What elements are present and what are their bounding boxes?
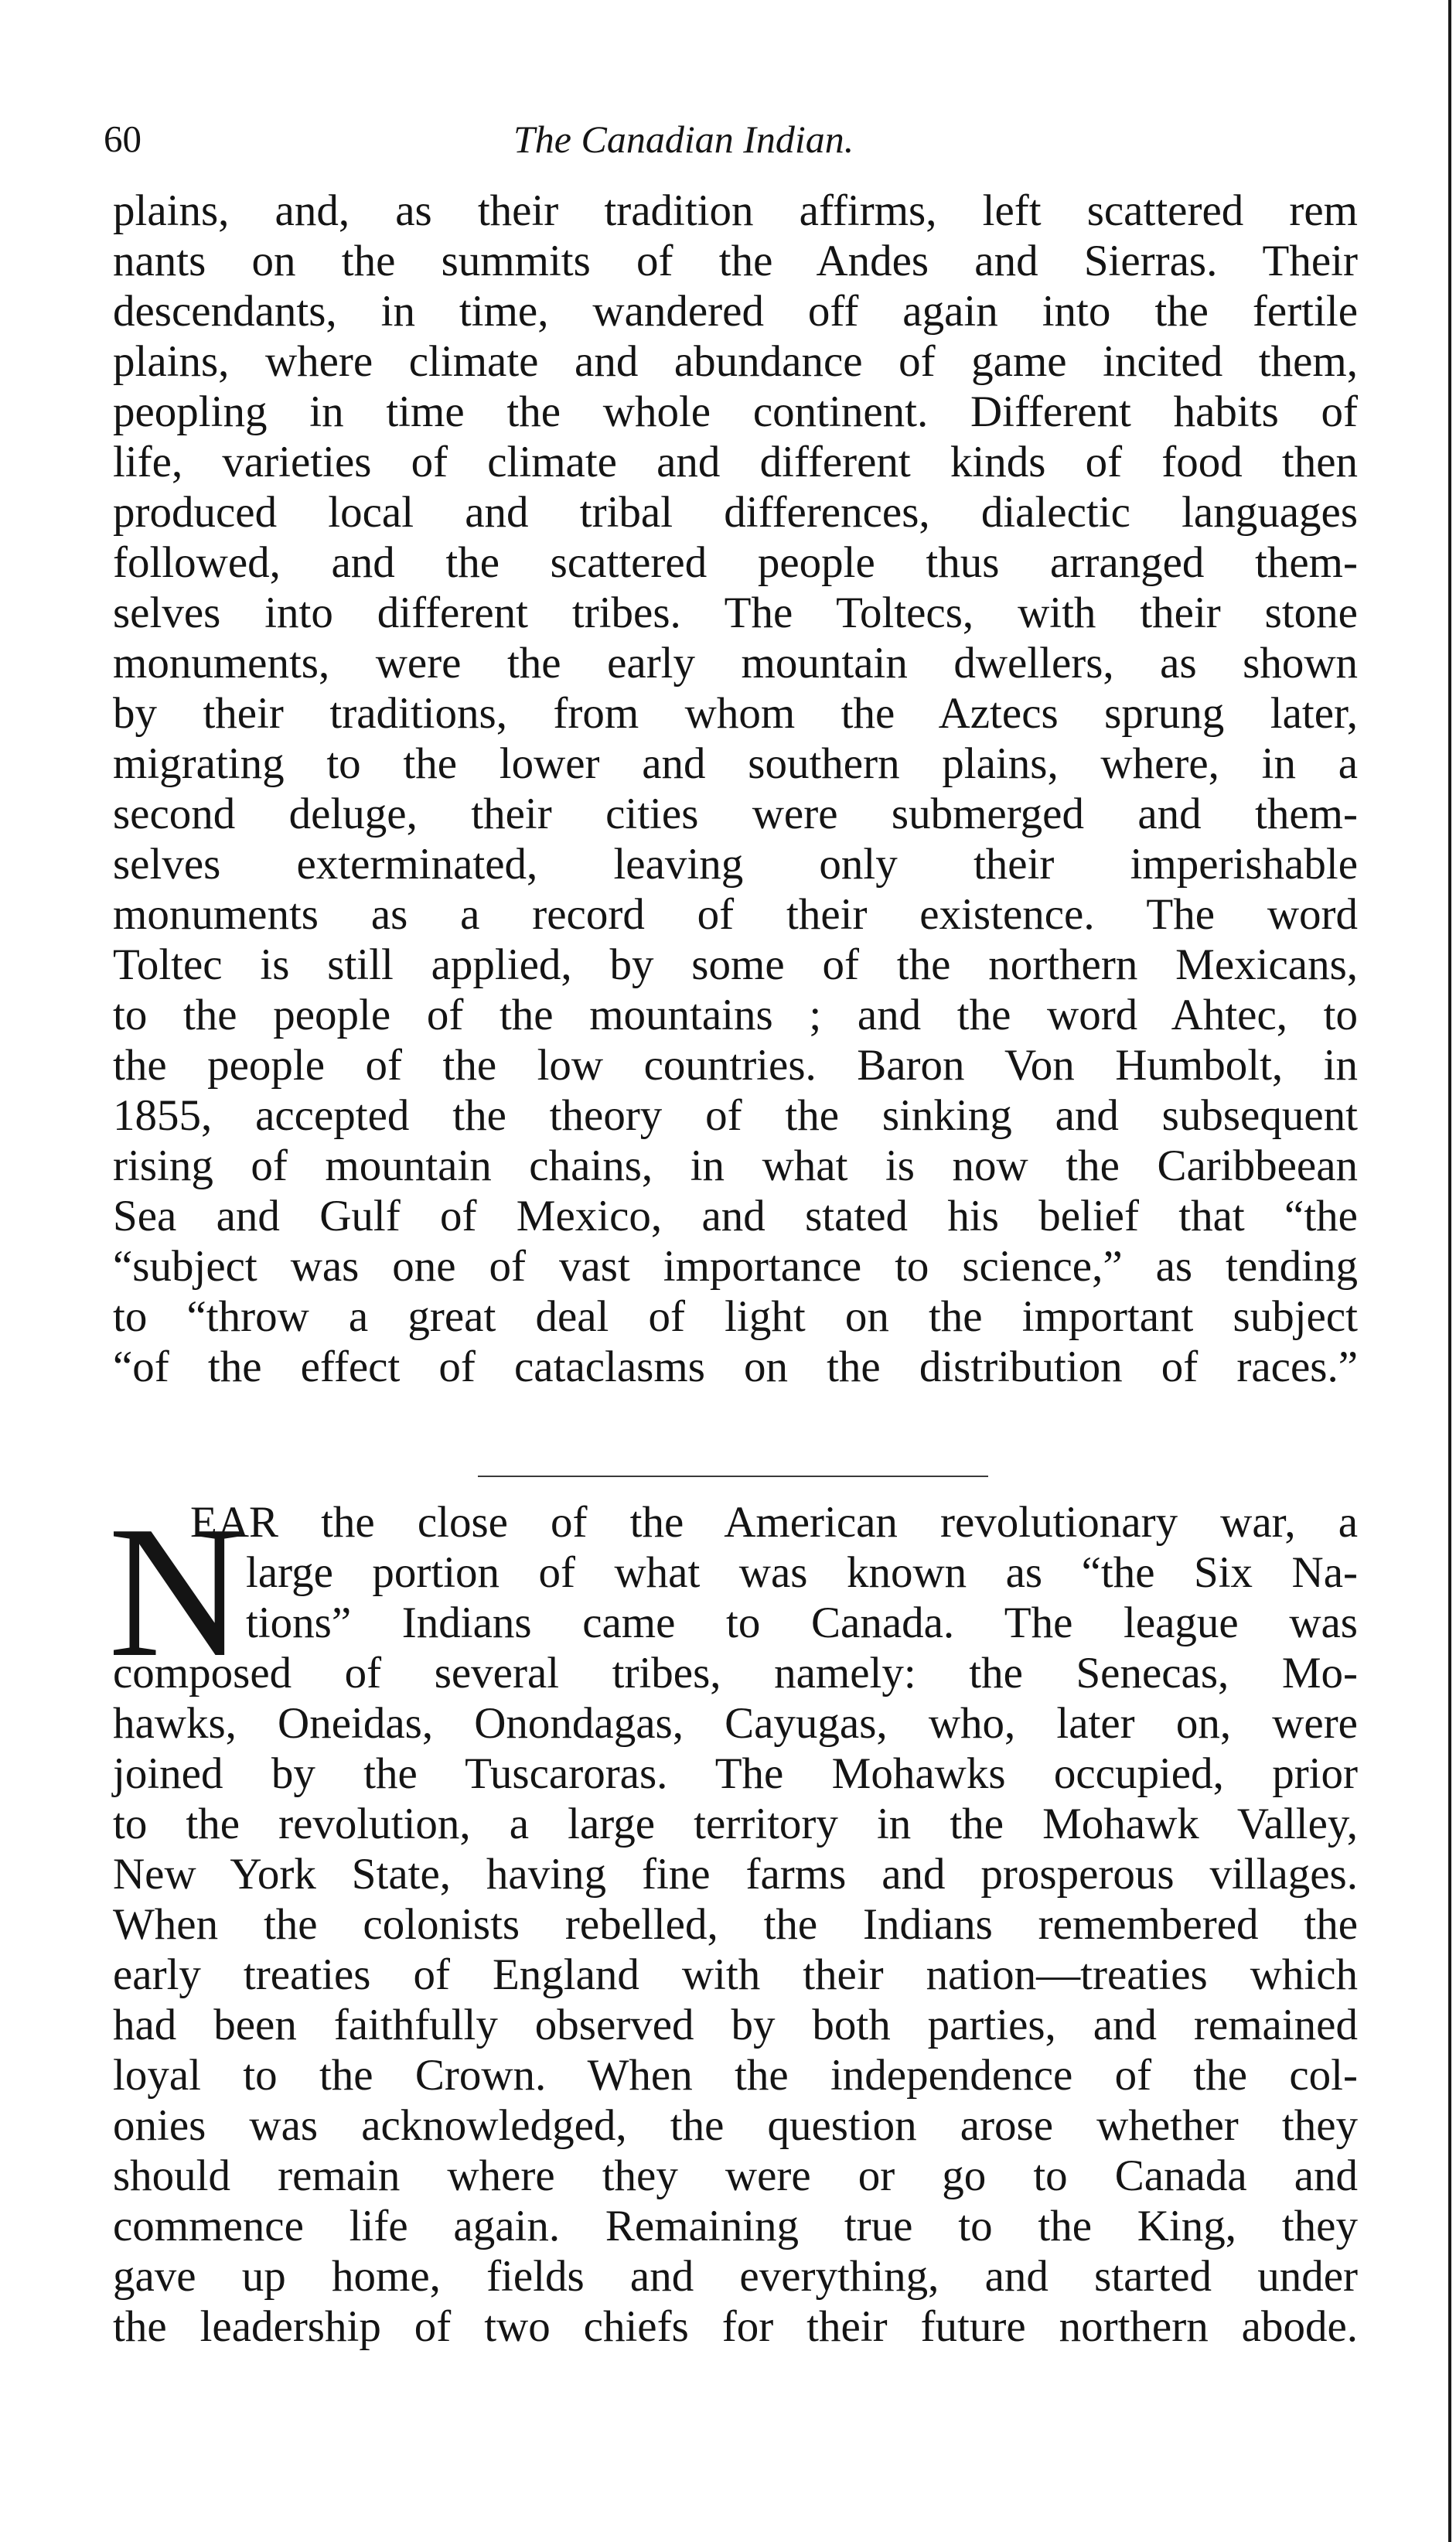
text-line: by their traditions, from whom the Aztecs sprung later, (113, 689, 1358, 738)
running-head (104, 108, 1356, 170)
text-line: EAR the close of the American revolutionary war, a (190, 1498, 1358, 1547)
text-line: to “throw a great deal of light on the important subject (113, 1292, 1358, 1341)
text-line: to the people of the mountains ; and the word Ahtec, to (113, 991, 1358, 1039)
text-line: tions” Indians came to Canada. The league was (246, 1599, 1358, 1647)
text-line: had been faithfully observed by both parties, and remained (113, 2001, 1358, 2049)
text-line: descendants, in time, wandered off again into the fertile (113, 287, 1358, 336)
text-line: plains, and, as their tradition affirms, left scattered rem (113, 186, 1358, 235)
text-line: hawks, Oneidas, Onondagas, Cayugas, who, later on, were (113, 1699, 1358, 1748)
text-line: “subject was one of vast importance to science,” as tending (113, 1242, 1358, 1291)
text-line: New York State, having fine farms and prosperous villages. (113, 1850, 1358, 1899)
text-line: produced local and tribal differences, dialectic languages (113, 488, 1358, 537)
text-line: When the colonists rebelled, the Indians remembered the (113, 1900, 1358, 1949)
page-edge-line (1448, 0, 1451, 2542)
text-line: peopling in time the whole continent. Different habits of (113, 387, 1358, 436)
page-number: 60 (104, 118, 142, 160)
text-line: Sea and Gulf of Mexico, and stated his belief that “the (113, 1192, 1358, 1240)
text-line: monuments, were the early mountain dwellers, as shown (113, 639, 1358, 688)
text-line: nants on the summits of the Andes and Sierras. Their (113, 237, 1358, 285)
text-line: “of the effect of cataclasms on the distribution of races.” (113, 1343, 1358, 1391)
text-line: large portion of what was known as “the Six Na- (246, 1548, 1358, 1597)
running-title: The Canadian Indian. (513, 118, 854, 161)
text-line: rising of mountain chains, in what is now the Caribbeean (113, 1141, 1358, 1190)
text-line: onies was acknowledged, the question arose whether they (113, 2101, 1358, 2150)
text-line: second deluge, their cities were submerged and them- (113, 790, 1358, 838)
text-line: migrating to the lower and southern plains, where, in a (113, 739, 1358, 788)
text-line: monuments as a record of their existence. The word (113, 890, 1358, 939)
text-line: selves exterminated, leaving only their imperishable (113, 840, 1358, 889)
text-line: gave up home, fields and everything, and started under (113, 2252, 1358, 2301)
text-line: composed of several tribes, namely: the Senecas, Mo- (113, 1649, 1358, 1698)
text-line: the people of the low countries. Baron Von Humbolt, in (113, 1041, 1358, 1090)
drop-cap: N (108, 1487, 245, 1696)
text-line: 1855, accepted the theory of the sinking and subsequent (113, 1091, 1358, 1140)
text-line: life, varieties of climate and different kinds of food then (113, 438, 1358, 486)
text-line: loyal to the Crown. When the independence of the col- (113, 2051, 1358, 2100)
text-line: plains, where climate and abundance of game incited them, (113, 337, 1358, 386)
text-line: early treaties of England with their nation—treaties which (113, 1950, 1358, 1999)
text-line: Toltec is still applied, by some of the northern Mexicans, (113, 940, 1358, 989)
section-divider (478, 1476, 988, 1477)
text-line: commence life again. Remaining true to the King, they (113, 2202, 1358, 2250)
text-line: to the revolution, a large territory in the Mohawk Valley, (113, 1800, 1358, 1848)
text-line: the leadership of two chiefs for their future northern abode. (113, 2302, 1358, 2351)
text-line: followed, and the scattered people thus arranged them- (113, 538, 1358, 587)
text-line: joined by the Tuscaroras. The Mohawks occupied, prior (113, 1749, 1358, 1798)
text-line: selves into different tribes. The Toltecs, with their stone (113, 589, 1358, 637)
text-line: should remain where they were or go to Canada and (113, 2151, 1358, 2200)
